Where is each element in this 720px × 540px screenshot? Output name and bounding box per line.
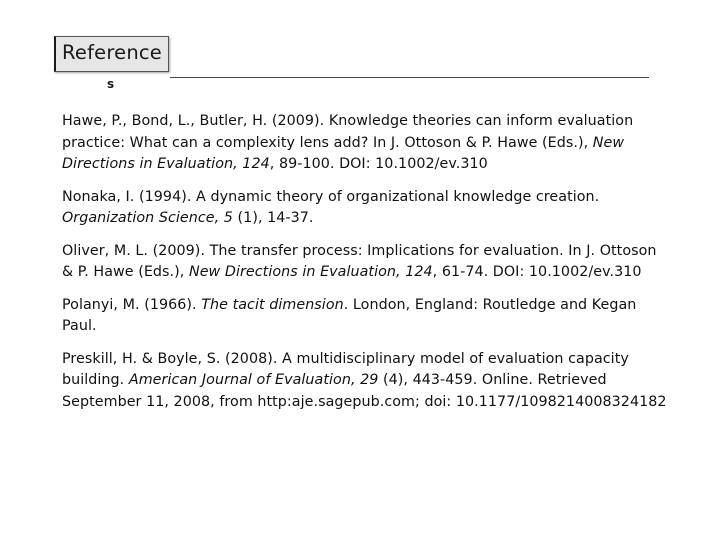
reference-text: (1), 14-37.: [232, 210, 314, 226]
reference-text: (4), 443-459. Online. Retrieved: [378, 372, 607, 388]
reference-text: , 89-100. DOI: 10.1002/ev.310: [269, 156, 488, 172]
reference-text: Preskill, H. & Boyle, S. (2008). A multidisciplinary model of evaluation capacity: [62, 350, 629, 367]
reference-italic-text: New: [592, 134, 625, 151]
reference-italic-text: The tacit dimension: [201, 296, 344, 313]
reference-text: & P. Hawe (Eds.),: [62, 264, 189, 280]
reference-entry: [62, 349, 677, 414]
reference-italic-text: Organization Science, 5: [62, 210, 233, 226]
reference-line: [62, 370, 677, 392]
slide-title: Reference: [62, 41, 162, 64]
reference-line: [62, 187, 677, 209]
reference-text: practice: What can a complexity lens add? In J. Ottoson & P. Hawe (Eds.),: [62, 134, 593, 151]
reference-text: building.: [62, 372, 129, 388]
reference-line: [62, 349, 677, 371]
reference-line: [62, 208, 677, 230]
reference-text: Polanyi, M. (1966).: [62, 296, 202, 313]
reference-line: [62, 154, 677, 176]
reference-list: [62, 111, 677, 424]
reference-text: September 11, 2008, from http:aje.sagepub.com; doi: 10.1177/1098214008324182: [62, 393, 667, 410]
reference-line: [62, 241, 677, 263]
reference-text: , 61-74. DOI: 10.1002/ev.310: [432, 264, 642, 280]
reference-line: [62, 133, 677, 155]
reference-line: [62, 316, 677, 338]
reference-line: [62, 111, 677, 133]
slide-title-wrapped-letter: s: [107, 77, 115, 91]
reference-line: [62, 392, 677, 414]
reference-line: [62, 295, 677, 317]
reference-line: [62, 262, 677, 284]
reference-italic-text: American Journal of Evaluation, 29: [128, 372, 379, 388]
title-underline: [170, 77, 649, 78]
reference-text: . London, England: Routledge and Kegan: [343, 296, 637, 313]
reference-italic-text: Directions in Evaluation, 124: [62, 156, 270, 172]
reference-text: Paul.: [62, 318, 97, 334]
reference-entry: [62, 241, 677, 284]
reference-italic-text: New Directions in Evaluation, 124: [188, 264, 433, 280]
reference-entry: [62, 187, 677, 230]
reference-entry: [62, 111, 677, 176]
reference-text: Hawe, P., Bond, L., Butler, H. (2009). Knowledge theories can inform evaluation: [62, 113, 634, 129]
reference-text: Nonaka, I. (1994). A dynamic theory of organizational knowledge creation.: [62, 188, 600, 205]
reference-entry: [62, 295, 677, 338]
reference-text: Oliver, M. L. (2009). The transfer process: Implications for evaluation. In J. Ottoson: [62, 242, 657, 259]
